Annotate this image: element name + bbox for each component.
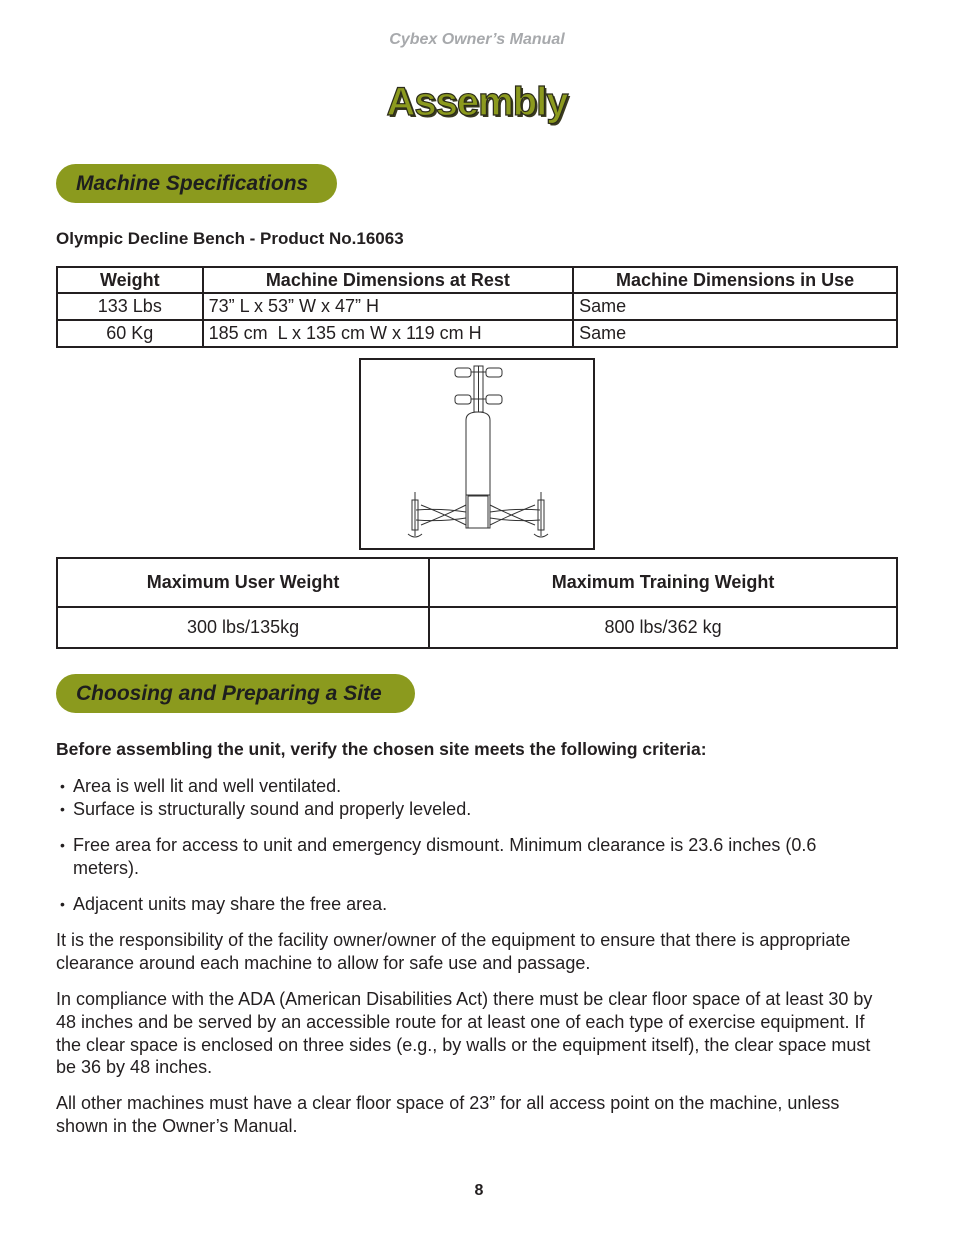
max-training-weight-value: 800 lbs/362 kg	[429, 607, 897, 648]
table-row	[57, 607, 897, 648]
product-title: Olympic Decline Bench - Product No.16063	[56, 229, 404, 248]
section-heading-choosing-site: Choosing and Preparing a Site	[56, 674, 415, 713]
page-number: 8	[474, 1182, 484, 1199]
table-cell: Same	[573, 320, 897, 347]
list-item: • Surface is structurally sound and properly leveled.	[60, 798, 910, 821]
section-heading-machine-specifications: Machine Specifications	[56, 164, 337, 203]
bullet-list	[60, 834, 820, 879]
dimensions-table	[56, 266, 898, 348]
max-weights-table	[56, 557, 898, 649]
list-item: • Area is well lit and well ventilated.	[60, 775, 910, 798]
page-title: Assembly	[386, 80, 568, 124]
bullet-list	[60, 893, 910, 916]
max-user-weight-header: Maximum User Weight	[57, 558, 429, 607]
table-header-row	[57, 267, 897, 293]
paragraph: All other machines must have a clear floor space of 23” for all access point on the machine, unless shown in the Owner’s Manual.	[56, 1093, 840, 1136]
max-user-weight-value: 300 lbs/135kg	[57, 607, 429, 648]
table-row	[57, 320, 897, 347]
list-item: • Free area for access to unit and emergency dismount. Minimum clearance is 23.6 inches (0.6 meters).	[60, 834, 820, 879]
criteria-intro: Before assembling the unit, verify the chosen site meets the following criteria:	[56, 739, 707, 759]
bench-top-view-figure	[359, 358, 595, 550]
bench-illustration	[361, 360, 593, 548]
paragraph: It is the responsibility of the facility owner/owner of the equipment to ensure that there is appropriate clearance around each machine to allow for safe use and passage.	[56, 930, 851, 973]
table-header-row	[57, 558, 897, 607]
max-training-weight-header: Maximum Training Weight	[429, 558, 897, 607]
table-cell: Same	[573, 293, 897, 320]
table-cell: 60 Kg	[57, 320, 203, 347]
table-header-cell: Machine Dimensions in Use	[573, 267, 897, 293]
list-item: • Adjacent units may share the free area.	[60, 893, 910, 916]
table-header-cell: Weight	[57, 267, 203, 293]
table-header-cell: Machine Dimensions at Rest	[203, 267, 574, 293]
paragraph: In compliance with the ADA (American Disabilities Act) there must be clear floor space of at least 30 by 48 inches and be served by an accessible route for at least one of each type of exercise equipment. If the clear space is enclosed on three sides (e.g., by walls or the equipment itself), the clear space must be 36 by 48 inches.	[56, 989, 873, 1078]
table-cell: 133 Lbs	[57, 293, 203, 320]
table-row	[57, 293, 897, 320]
table-cell: 73” L x 53” W x 47” H	[203, 293, 574, 320]
bullet-list	[60, 775, 910, 820]
manual-title: Cybex Owner’s Manual	[389, 31, 565, 48]
table-cell: 185 cm L x 135 cm W x 119 cm H	[203, 320, 574, 347]
